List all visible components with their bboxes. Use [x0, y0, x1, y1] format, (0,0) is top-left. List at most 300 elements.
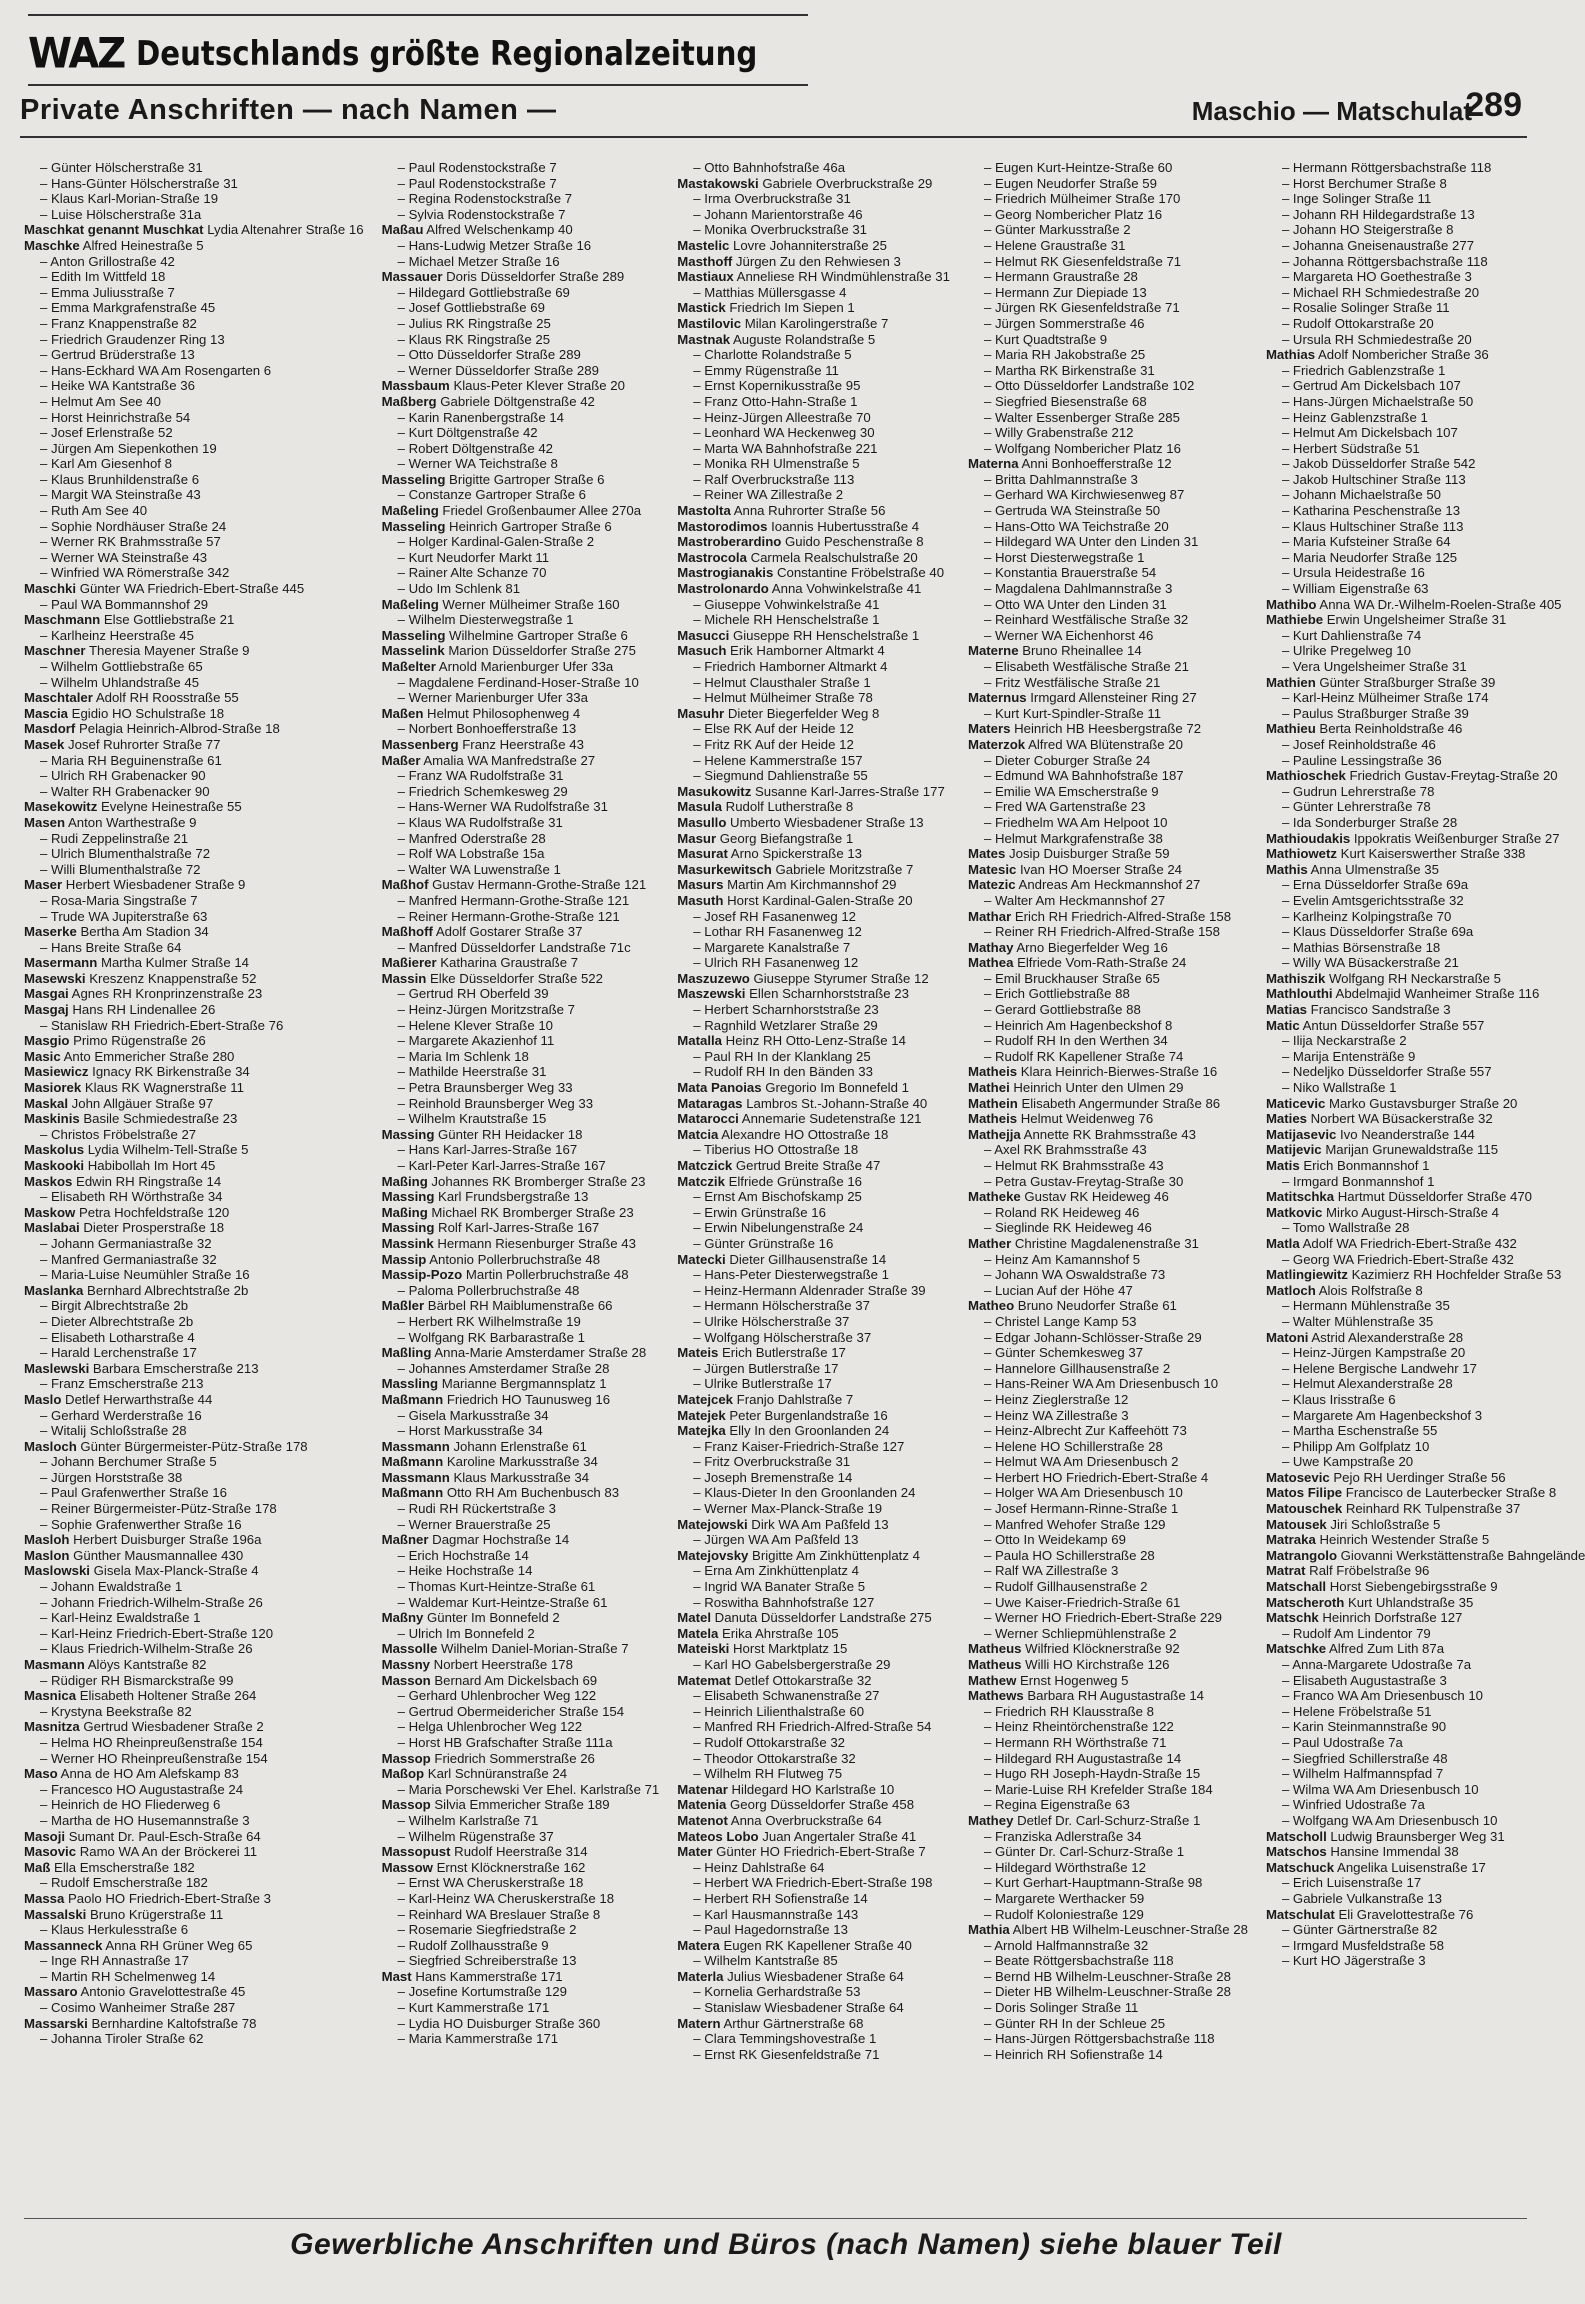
entry-details: Lambros St.-Johann-Straße 40 — [742, 1095, 928, 1111]
entry-details: Friedrich Gustav-Freytag-Straße 20 — [1345, 768, 1558, 784]
listing-entry — [24, 1891, 364, 1907]
listing-subentry: – Heinrich RH Sofienstraße 14 — [983, 2046, 1163, 2062]
listing-entry — [677, 1127, 950, 1143]
listing-subentry: – Petra Braunsberger Weg 33 — [397, 1080, 573, 1096]
listing-subentry: – Klaus Hultschiner Straße 113 — [1281, 518, 1464, 534]
listing-subentry: – Paul RH In der Klanklang 25 — [693, 1048, 871, 1064]
entry-details: Adolf Nombericher Straße 36 — [1315, 347, 1489, 363]
entry-details: Pejo RH Uerdinger Straße 56 — [1329, 1469, 1506, 1485]
listing-entry — [677, 300, 950, 316]
entry-details: Kurt Uhlandstraße 35 — [1344, 1594, 1474, 1610]
listing-entry — [677, 1969, 950, 1985]
listing-entry — [677, 628, 950, 644]
surname: Matschke — [1265, 1641, 1327, 1657]
listing-entry — [677, 316, 950, 332]
entry-details: Erich RH Friedrich-Alfred-Straße 158 — [1011, 908, 1232, 924]
surname: Maßberg — [381, 393, 437, 409]
entry-details: Mirko August-Hirsch-Straße 4 — [1322, 1204, 1499, 1220]
listing-subentry: – Wolfgang WA Am Driesenbusch 10 — [1281, 1812, 1498, 1828]
entry-details: Dieter Biegerfelder Weg 8 — [724, 705, 880, 721]
listing-subentry: – Ralf Overbruckstraße 113 — [693, 471, 855, 487]
entry-details: Kurt Kaiserswerther Straße 338 — [1337, 846, 1526, 862]
listing-subentry: – Johannes Amsterdamer Straße 28 — [397, 1360, 610, 1376]
listing-subentry: – Heinz-Hermann Aldenrader Straße 39 — [693, 1282, 926, 1298]
listing-subentry: – Werner HO Rheinpreußenstraße 154 — [40, 1750, 268, 1766]
surname: Masullo — [677, 814, 727, 830]
listing-subentry: – Horst HB Grafschafter Straße 111a — [397, 1734, 613, 1750]
listing-subentry: – Paloma Pollerbruchstraße 48 — [397, 1282, 580, 1298]
listing-subentry: – Wilhelm Diesterwegstraße 1 — [397, 612, 574, 628]
entry-details: Wolfgang RH Neckarstraße 5 — [1325, 970, 1501, 986]
surname: Matouschek — [1265, 1501, 1343, 1517]
surname: Matijevic — [1265, 1142, 1322, 1158]
entry-details: Heinz RH Otto-Lenz-Straße 14 — [722, 1033, 906, 1049]
entry-details: Norbert WA Büsackerstraße 32 — [1306, 1111, 1493, 1127]
listing-subentry: – Christel Lange Kamp 53 — [983, 1313, 1137, 1329]
surname: Mastrolonardo — [677, 581, 769, 597]
surname: Maßeling — [381, 596, 439, 612]
entry-details: Wilfried Klöcknerstraße 92 — [1021, 1641, 1180, 1657]
surname: Massanneck — [24, 1937, 103, 1953]
surname: Mates — [967, 846, 1006, 862]
listing-subentry: – Heinz-Jürgen Kampstraße 20 — [1281, 1345, 1466, 1361]
listing-subentry: – Herbert RK Wilhelmstraße 19 — [397, 1313, 581, 1329]
entry-details: Willi HO Kirchstraße 126 — [1021, 1657, 1170, 1672]
entry-details: Barbara Emscherstraße 213 — [89, 1360, 259, 1376]
listing-entry — [677, 1158, 950, 1174]
listing-subentry: – Marija Entensträße 9 — [1281, 1048, 1416, 1064]
listing-subentry: – Karl Hausmannstraße 143 — [693, 1906, 859, 1922]
surname: Matecki — [677, 1251, 726, 1267]
surname: Maticevic — [1265, 1095, 1326, 1111]
surname: Matschall — [1265, 1579, 1327, 1595]
entry-details: John Allgäuer Straße 97 — [68, 1095, 214, 1111]
listing-subentry: – Klaus Irisstraße 6 — [1281, 1391, 1396, 1407]
surname: Matlingiewitz — [1265, 1267, 1348, 1283]
entry-details: Albert HB Wilhelm-Leuschner-Straße 28 — [1009, 1922, 1248, 1938]
entry-details: Josef Ruhrorter Straße 77 — [64, 736, 221, 752]
listing-subentry: – Anna-Margarete Udostraße 7a — [1281, 1657, 1472, 1672]
listing-entry — [677, 1797, 950, 1813]
listing-subentry: – Sophie Nordhäuser Straße 24 — [40, 518, 227, 534]
listing-entry — [968, 846, 1248, 862]
listing-entry — [677, 1641, 950, 1657]
surname: Mathay — [967, 939, 1014, 955]
surname: Masovic — [24, 1844, 77, 1860]
entry-details: Anto Emmericher Straße 280 — [60, 1048, 235, 1064]
listing-subentry: – Eugen Kurt-Heintze-Straße 60 — [983, 160, 1173, 175]
entry-details: Evelyne Heinestraße 55 — [97, 799, 242, 815]
listing-entry — [24, 238, 364, 254]
surname: Maßhoff — [381, 924, 433, 940]
surname: Mateos Lobo — [677, 1828, 759, 1844]
listing-subentry: – Ulrike Hölscherstraße 37 — [693, 1313, 850, 1329]
listing-subentry: – Beate Röttgersbachstraße 118 — [983, 1953, 1174, 1969]
surname: Masur — [677, 830, 717, 846]
entry-details: Martin Pollerbruchstraße 48 — [462, 1267, 629, 1283]
listing-entry — [382, 955, 660, 971]
listing-subentry: – Rudolf Ottokarstraße 20 — [1281, 315, 1434, 331]
listing-subentry: – Hans-Reiner WA Am Driesenbusch 10 — [983, 1376, 1219, 1392]
surname: Maßing — [381, 1204, 428, 1220]
entry-details: Annemarie Sudetenstraße 121 — [738, 1111, 922, 1127]
surname: Mata Panoias — [677, 1080, 762, 1096]
listing-subentry: – Wilhelm Halfmannspfad 7 — [1281, 1766, 1444, 1782]
entry-details: Heinrich HB Heesbergstraße 72 — [1010, 721, 1202, 737]
listing-subentry: – Ulrike Butlerstraße 17 — [693, 1376, 832, 1392]
surname: Mathejja — [967, 1126, 1021, 1142]
entry-details: Astrid Alexanderstraße 28 — [1308, 1329, 1464, 1345]
listing-subentry: – Manfred Hermann-Grothe-Straße 121 — [397, 892, 630, 908]
listing-subentry: – Werner Düsseldorfer Straße 289 — [397, 362, 599, 378]
surname: Maßeling — [381, 503, 439, 519]
listing-subentry: – Helene HO Schillerstraße 28 — [983, 1438, 1163, 1454]
listing-subentry: – Maria RH Beguinenstraße 61 — [40, 752, 222, 768]
masthead-top-rule — [28, 14, 808, 16]
listing-subentry: – Magdalene Ferdinand-Hoser-Straße 10 — [397, 674, 639, 690]
listing-entry — [1266, 1205, 1585, 1221]
listing-subentry: – Friedrich Graudenzer Ring 13 — [40, 331, 225, 347]
surname: Massling — [381, 1376, 439, 1392]
surname: Matezic — [967, 877, 1016, 893]
listing-subentry: – Edith Im Wittfeld 18 — [40, 269, 166, 285]
surname: Masdorf — [24, 721, 76, 737]
listing-subentry: – Gertrud RH Oberfeld 39 — [397, 986, 549, 1002]
listing-subentry: – Birgit Albrechtstraße 2b — [40, 1298, 189, 1314]
listing-subentry: – Maria-Luise Neumühler Straße 16 — [40, 1267, 250, 1283]
listing-entry — [677, 1813, 950, 1829]
listing-entry — [382, 1844, 660, 1860]
surname: Maso — [24, 1766, 58, 1782]
entry-details: Egidio HO Schulstraße 18 — [68, 705, 225, 721]
listing-entry — [968, 1189, 1248, 1205]
surname: Maschmann — [24, 612, 101, 628]
listing-subentry: – Rudolf RH In den Bänden 33 — [693, 1064, 873, 1080]
listing-entry — [382, 1485, 660, 1501]
listing-entry — [677, 565, 950, 581]
surname: Masnica — [24, 1688, 77, 1704]
surname: Massbaum — [381, 378, 450, 394]
listing-subentry: – Friedhelm WA Am Helpoot 10 — [983, 814, 1168, 830]
surname: Massmann — [381, 1469, 450, 1485]
listing-entry — [1266, 1127, 1585, 1143]
entry-details: Herbert Wiesbadener Straße 9 — [62, 877, 246, 893]
listing-entry — [1266, 846, 1585, 862]
surname: Materla — [677, 1968, 724, 1984]
listing-entry — [968, 909, 1248, 925]
listing-subentry: – Wilhelm Krautstraße 15 — [397, 1111, 547, 1127]
listing-subentry: – Ida Sonderburger Straße 28 — [1281, 814, 1458, 830]
entry-details: Heinrich Unter den Ulmen 29 — [1009, 1080, 1184, 1096]
listing-subentry: – Inge RH Annastraße 17 — [40, 1953, 189, 1969]
listing-subentry: – Johann Berchumer Straße 5 — [40, 1454, 217, 1470]
listing-subentry: – Helmut Am Dickelsbach 107 — [1281, 425, 1458, 441]
surname: Mathia — [967, 1922, 1010, 1938]
listing-subentry: – Wilhelm Gottliebstraße 65 — [40, 659, 203, 674]
listing-subentry: – Otto Düsseldorfer Straße 289 — [397, 347, 581, 363]
entry-details: Elfriede Vom-Rath-Straße 24 — [1013, 955, 1187, 971]
surname: Maßierer — [381, 955, 437, 971]
entry-details: Alfred Welschenkamp 40 — [423, 222, 573, 238]
listing-subentry: – Roswitha Bahnhofstraße 127 — [693, 1594, 875, 1610]
surname: Massmann — [381, 1438, 450, 1454]
listing-subentry: – Konstantia Brauerstraße 54 — [983, 565, 1157, 581]
listing-subentry: – Horst Berchumer Straße 8 — [1281, 175, 1447, 191]
listing-subentry: – Vera Ungelsheimer Straße 31 — [1281, 659, 1467, 674]
entry-details: Irmgard Allensteiner Ring 27 — [1026, 690, 1197, 706]
listing-subentry: – Michael RH Schmiedestraße 20 — [1281, 284, 1480, 300]
listing-entry — [677, 1033, 950, 1049]
listing-subentry: – Irma Overbruckstraße 31 — [693, 191, 851, 207]
listing-subentry: – Günter Markusstraße 2 — [983, 222, 1131, 238]
surname: Matenot — [677, 1812, 728, 1828]
surname: Maters — [967, 721, 1011, 737]
listing-subentry: – Hildegard Wörthstraße 12 — [983, 1859, 1146, 1875]
listing-subentry: – Hans Breite Straße 64 — [40, 939, 182, 955]
listing-entry — [24, 1158, 364, 1174]
entry-details: Else Gottliebstraße 21 — [100, 612, 235, 628]
surname: Mathlouthi — [1265, 986, 1333, 1002]
listing-subentry: – Johann Marientorstraße 46 — [693, 206, 863, 222]
listing-entry — [382, 659, 660, 675]
listing-entry — [677, 1610, 950, 1626]
entry-details: Anna de HO Am Alefskamp 83 — [57, 1766, 239, 1782]
entry-details: Arthur Gärtnerstraße 68 — [720, 2015, 864, 2031]
surname: Maslanka — [24, 1282, 84, 1298]
listing-entry — [24, 1111, 364, 1127]
listing-subentry: – Leonhard WA Heckenweg 30 — [693, 425, 875, 441]
listing-entry — [677, 534, 950, 550]
listing-subentry: – Michael Metzer Straße 16 — [397, 253, 560, 269]
listing-entry — [968, 721, 1248, 737]
listing-subentry: – Wilhelm Rügenstraße 37 — [397, 1828, 554, 1844]
listing-entry — [24, 1049, 364, 1065]
listing-subentry: – Doris Solinger Straße 11 — [983, 2000, 1139, 2016]
listing-entry — [677, 1844, 950, 1860]
listing-subentry: – Günter Dr. Carl-Schurz-Straße 1 — [983, 1844, 1185, 1860]
listing-entry — [24, 971, 364, 987]
listing-entry — [24, 924, 364, 940]
masthead — [28, 30, 859, 78]
listing-entry — [382, 924, 660, 940]
entry-details: Heinrich Gartroper Straße 6 — [445, 518, 612, 534]
surname: Maslowski — [24, 1563, 90, 1579]
listing-subentry: – Willi Blumenthalstraße 72 — [40, 861, 201, 877]
listing-subentry: – Trude WA Jupiterstraße 63 — [40, 908, 208, 924]
listing-subentry: – Rosa-Maria Singstraße 7 — [40, 892, 198, 908]
listing-subentry: – Klaus RK Ringstraße 25 — [397, 331, 551, 347]
surname: Maschkat genannt Muschkat — [24, 222, 204, 238]
header-rule — [20, 136, 1527, 138]
listing-subentry: – Niko Wallstraße 1 — [1281, 1080, 1397, 1096]
listing-subentry: – Witalij Schloßstraße 28 — [40, 1423, 187, 1439]
listing-subentry: – Fritz RK Auf der Heide 12 — [693, 736, 854, 752]
listing-subentry: – Reiner Bürgermeister-Pütz-Straße 178 — [40, 1501, 277, 1517]
entry-details: Anton Warthestraße 9 — [65, 814, 197, 830]
listing-subentry: – Hugo RH Joseph-Haydn-Straße 15 — [983, 1766, 1201, 1782]
listing-entry — [382, 1969, 660, 1985]
entry-details: Ludwig Braunsberger Weg 31 — [1326, 1828, 1505, 1844]
listing-subentry: – Hildegard RH Augustastraße 14 — [983, 1750, 1182, 1766]
surname: Masloh — [24, 1532, 70, 1548]
listing-subentry: – Willy Grabenstraße 212 — [983, 425, 1134, 441]
surname: Maschner — [24, 643, 86, 659]
surname: Masek — [24, 736, 65, 752]
listing-entry — [24, 1361, 364, 1377]
entry-details: Gabriele Moritzstraße 7 — [771, 861, 914, 877]
listing-subentry: – Otto Bahnhofstraße 46a — [693, 160, 846, 175]
entry-details: Günter Im Bonnefeld 2 — [423, 1610, 560, 1626]
listing-subentry: – Werner Brauerstraße 25 — [397, 1516, 551, 1532]
listing-entry — [1266, 1470, 1585, 1486]
listing-entry — [1266, 862, 1585, 878]
entry-details: Gertrud Breite Straße 47 — [732, 1158, 881, 1173]
listing-subentry: – Luise Hölscherstraße 31a — [40, 206, 202, 222]
surname: Massip — [381, 1251, 427, 1267]
listing-subentry: – Ralf WA Zillestraße 3 — [983, 1563, 1119, 1579]
listing-entry — [382, 1376, 660, 1392]
listing-entry — [677, 784, 950, 800]
surname: Matschk — [1265, 1610, 1319, 1626]
surname: Mathieu — [1265, 721, 1316, 737]
listing-entry — [677, 1096, 950, 1112]
listing-subentry: – Martin RH Schelmenweg 14 — [40, 1968, 216, 1984]
listing-subentry: – Winfried Udostraße 7a — [1281, 1797, 1425, 1813]
entry-details: Lydia Wilhelm-Tell-Straße 5 — [84, 1142, 249, 1158]
surname: Matejowski — [677, 1516, 748, 1532]
listing-subentry: – Karlheinz Heerstraße 45 — [40, 627, 194, 643]
surname: Mateis — [677, 1345, 719, 1361]
listing-subentry: – Regina Eigenstraße 63 — [983, 1797, 1130, 1813]
listing-subentry: – Dieter Coburger Straße 24 — [983, 752, 1151, 768]
listing-subentry: – Gertruda WA Steinstraße 50 — [983, 503, 1161, 519]
entry-details: Andreas Am Heckmannshof 27 — [1015, 877, 1201, 893]
listing-subentry: – Jürgen RK Giesenfeldstraße 71 — [983, 300, 1180, 316]
surname: Mathey — [967, 1812, 1014, 1828]
listing-subentry: – Norbert Bonhoefferstraße 13 — [397, 721, 577, 737]
listing-entry — [1266, 1517, 1585, 1533]
surname: Mastrogianakis — [677, 565, 774, 581]
entry-details: Georg Biefangstraße 1 — [716, 830, 854, 846]
listing-subentry: – Heinz WA Zillestraße 3 — [983, 1407, 1129, 1423]
listing-subentry: – Helene Fröbelstraße 51 — [1281, 1703, 1432, 1719]
listing-subentry: – Maria Kufsteiner Straße 64 — [1281, 534, 1451, 550]
listing-subentry: – Günter Hölscherstraße 31 — [40, 160, 203, 175]
listing-subentry: – Heinrich de HO Fliederweg 6 — [40, 1797, 221, 1813]
listing-subentry: – Thomas Kurt-Heintze-Straße 61 — [397, 1579, 596, 1595]
surname: Mastroberardino — [677, 534, 782, 550]
entry-details: Adolf WA Friedrich-Ebert-Straße 432 — [1299, 1235, 1517, 1251]
listing-entry — [968, 955, 1248, 971]
listing-entry — [968, 1080, 1248, 1096]
listing-subentry: – Lydia HO Duisburger Straße 360 — [397, 2015, 601, 2031]
listing-subentry: – Georg WA Friedrich-Ebert-Straße 432 — [1281, 1251, 1514, 1267]
listing-subentry: – Klaus WA Rudolfstraße 31 — [397, 814, 563, 830]
surname: Matheus — [967, 1657, 1022, 1672]
surname: Matejka — [677, 1423, 726, 1439]
entry-details: Marianne Bergmannsplatz 1 — [438, 1376, 607, 1392]
listing-subentry: – Monika RH Ulmenstraße 5 — [693, 456, 860, 472]
name-range: Maschio — Matschulat — [1191, 96, 1472, 126]
listing-subentry: – Marie-Luise RH Krefelder Straße 184 — [983, 1781, 1213, 1797]
listing-subentry: – Friedrich Mülheimer Straße 170 — [983, 191, 1181, 207]
surname: Matschos — [1265, 1844, 1327, 1860]
listing-subentry: – Maria Kammerstraße 171 — [397, 2031, 559, 2047]
entry-details: Elke Düsseldorfer Straße 522 — [426, 970, 603, 986]
listing-entry — [968, 1096, 1248, 1112]
listing-entry — [382, 472, 660, 488]
listing-subentry: – Wilhelm Karlstraße 71 — [397, 1812, 539, 1828]
listing-subentry: – Hans-Jürgen Michaelstraße 50 — [1281, 393, 1474, 409]
surname: Maslo — [24, 1391, 62, 1407]
listing-subentry: – Werner WA Eichenhorst 46 — [983, 627, 1154, 643]
listing-subentry: – Walter RH Grabenacker 90 — [40, 783, 210, 799]
listing-subentry: – Arnold Halfmannstraße 32 — [983, 1937, 1149, 1953]
listing-subentry: – Johann HO Steigerstraße 8 — [1281, 222, 1454, 238]
entry-details: Alfred Heinestraße 5 — [79, 237, 204, 253]
listing-subentry: – Holger Kardinal-Galen-Straße 2 — [397, 534, 595, 550]
listing-entry — [1266, 1236, 1585, 1252]
listing-subentry: – Josefine Kortumstraße 129 — [397, 1984, 567, 2000]
listing-subentry: – Hans-Otto WA Teichstraße 20 — [983, 518, 1169, 534]
listing-subentry: – Otto Düsseldorfer Landstraße 102 — [983, 378, 1195, 394]
listing-subentry: – Emilie WA Emscherstraße 9 — [983, 783, 1159, 799]
surname: Matrat — [1265, 1563, 1306, 1579]
surname: Maßmann — [381, 1454, 444, 1470]
listing-subentry: – Hildegard WA Unter den Linden 31 — [983, 534, 1199, 550]
listing-subentry: – Johann Germaniastraße 32 — [40, 1235, 212, 1251]
listing-subentry: – Walter Am Heckmannshof 27 — [983, 892, 1166, 908]
listing-subentry: – Margarete Akazienhof 11 — [397, 1033, 555, 1049]
surname: Maschtaler — [24, 690, 93, 706]
surname: Mathiebe — [1265, 612, 1324, 628]
listing-subentry: – Wilhelm RH Flutweg 75 — [693, 1766, 843, 1782]
listing-subentry: – Ulrich Blumenthalstraße 72 — [40, 846, 211, 862]
entry-details: Erich Butlerstraße 17 — [718, 1345, 846, 1361]
listing-subentry: – Otto In Weidekamp 69 — [983, 1532, 1126, 1548]
listing-subentry: – Werner Marienburger Ufer 33a — [397, 690, 588, 706]
listing-subentry: – Margarete Am Hagenbeckshof 3 — [1281, 1407, 1483, 1423]
listing-subentry: – Sylvia Rodenstockstraße 7 — [397, 206, 566, 222]
surname: Maß — [24, 1859, 51, 1875]
listing-subentry: – Josef Hermann-Rinne-Straße 1 — [983, 1501, 1179, 1517]
entry-details: Ippokratis Weißenburger Straße 27 — [1350, 830, 1560, 846]
entry-details: Bernhardine Kaltofstraße 78 — [87, 2015, 257, 2031]
listing-entry — [968, 690, 1248, 706]
surname: Mastelic — [677, 237, 730, 253]
listing-entry — [24, 581, 364, 597]
listing-entry — [382, 519, 660, 535]
listing-subentry: – Martha RK Birkenstraße 31 — [983, 362, 1155, 378]
entry-details: Horst Kardinal-Galen-Straße 20 — [723, 892, 913, 908]
listing-subentry: – Horst Markusstraße 34 — [397, 1423, 543, 1439]
surname: Matela — [677, 1625, 719, 1641]
listing-subentry: – Gudrun Lehrerstraße 78 — [1281, 783, 1435, 799]
listing-subentry: – Heike WA Kantstraße 36 — [40, 378, 195, 394]
listing-subentry: – Günter Schemkesweg 37 — [983, 1345, 1144, 1361]
listing-entry — [24, 1938, 364, 1954]
entry-details: Hartmut Düsseldorfer Straße 470 — [1334, 1189, 1532, 1205]
listing-entry — [677, 581, 950, 597]
listing-entry — [24, 1719, 364, 1735]
entry-details: Günter HO Friedrich-Ebert-Straße 7 — [712, 1844, 926, 1860]
entry-details: Adolf RH Roosstraße 55 — [92, 690, 239, 706]
listing-subentry: – William Eigenstraße 63 — [1281, 581, 1429, 597]
listing-entry — [1266, 1907, 1585, 1923]
entry-details: Brigitte Am Zinkhüttenplatz 4 — [748, 1547, 920, 1563]
listing-entry — [24, 1829, 364, 1845]
entry-details: Anna Ulmenstraße 35 — [1307, 861, 1439, 877]
